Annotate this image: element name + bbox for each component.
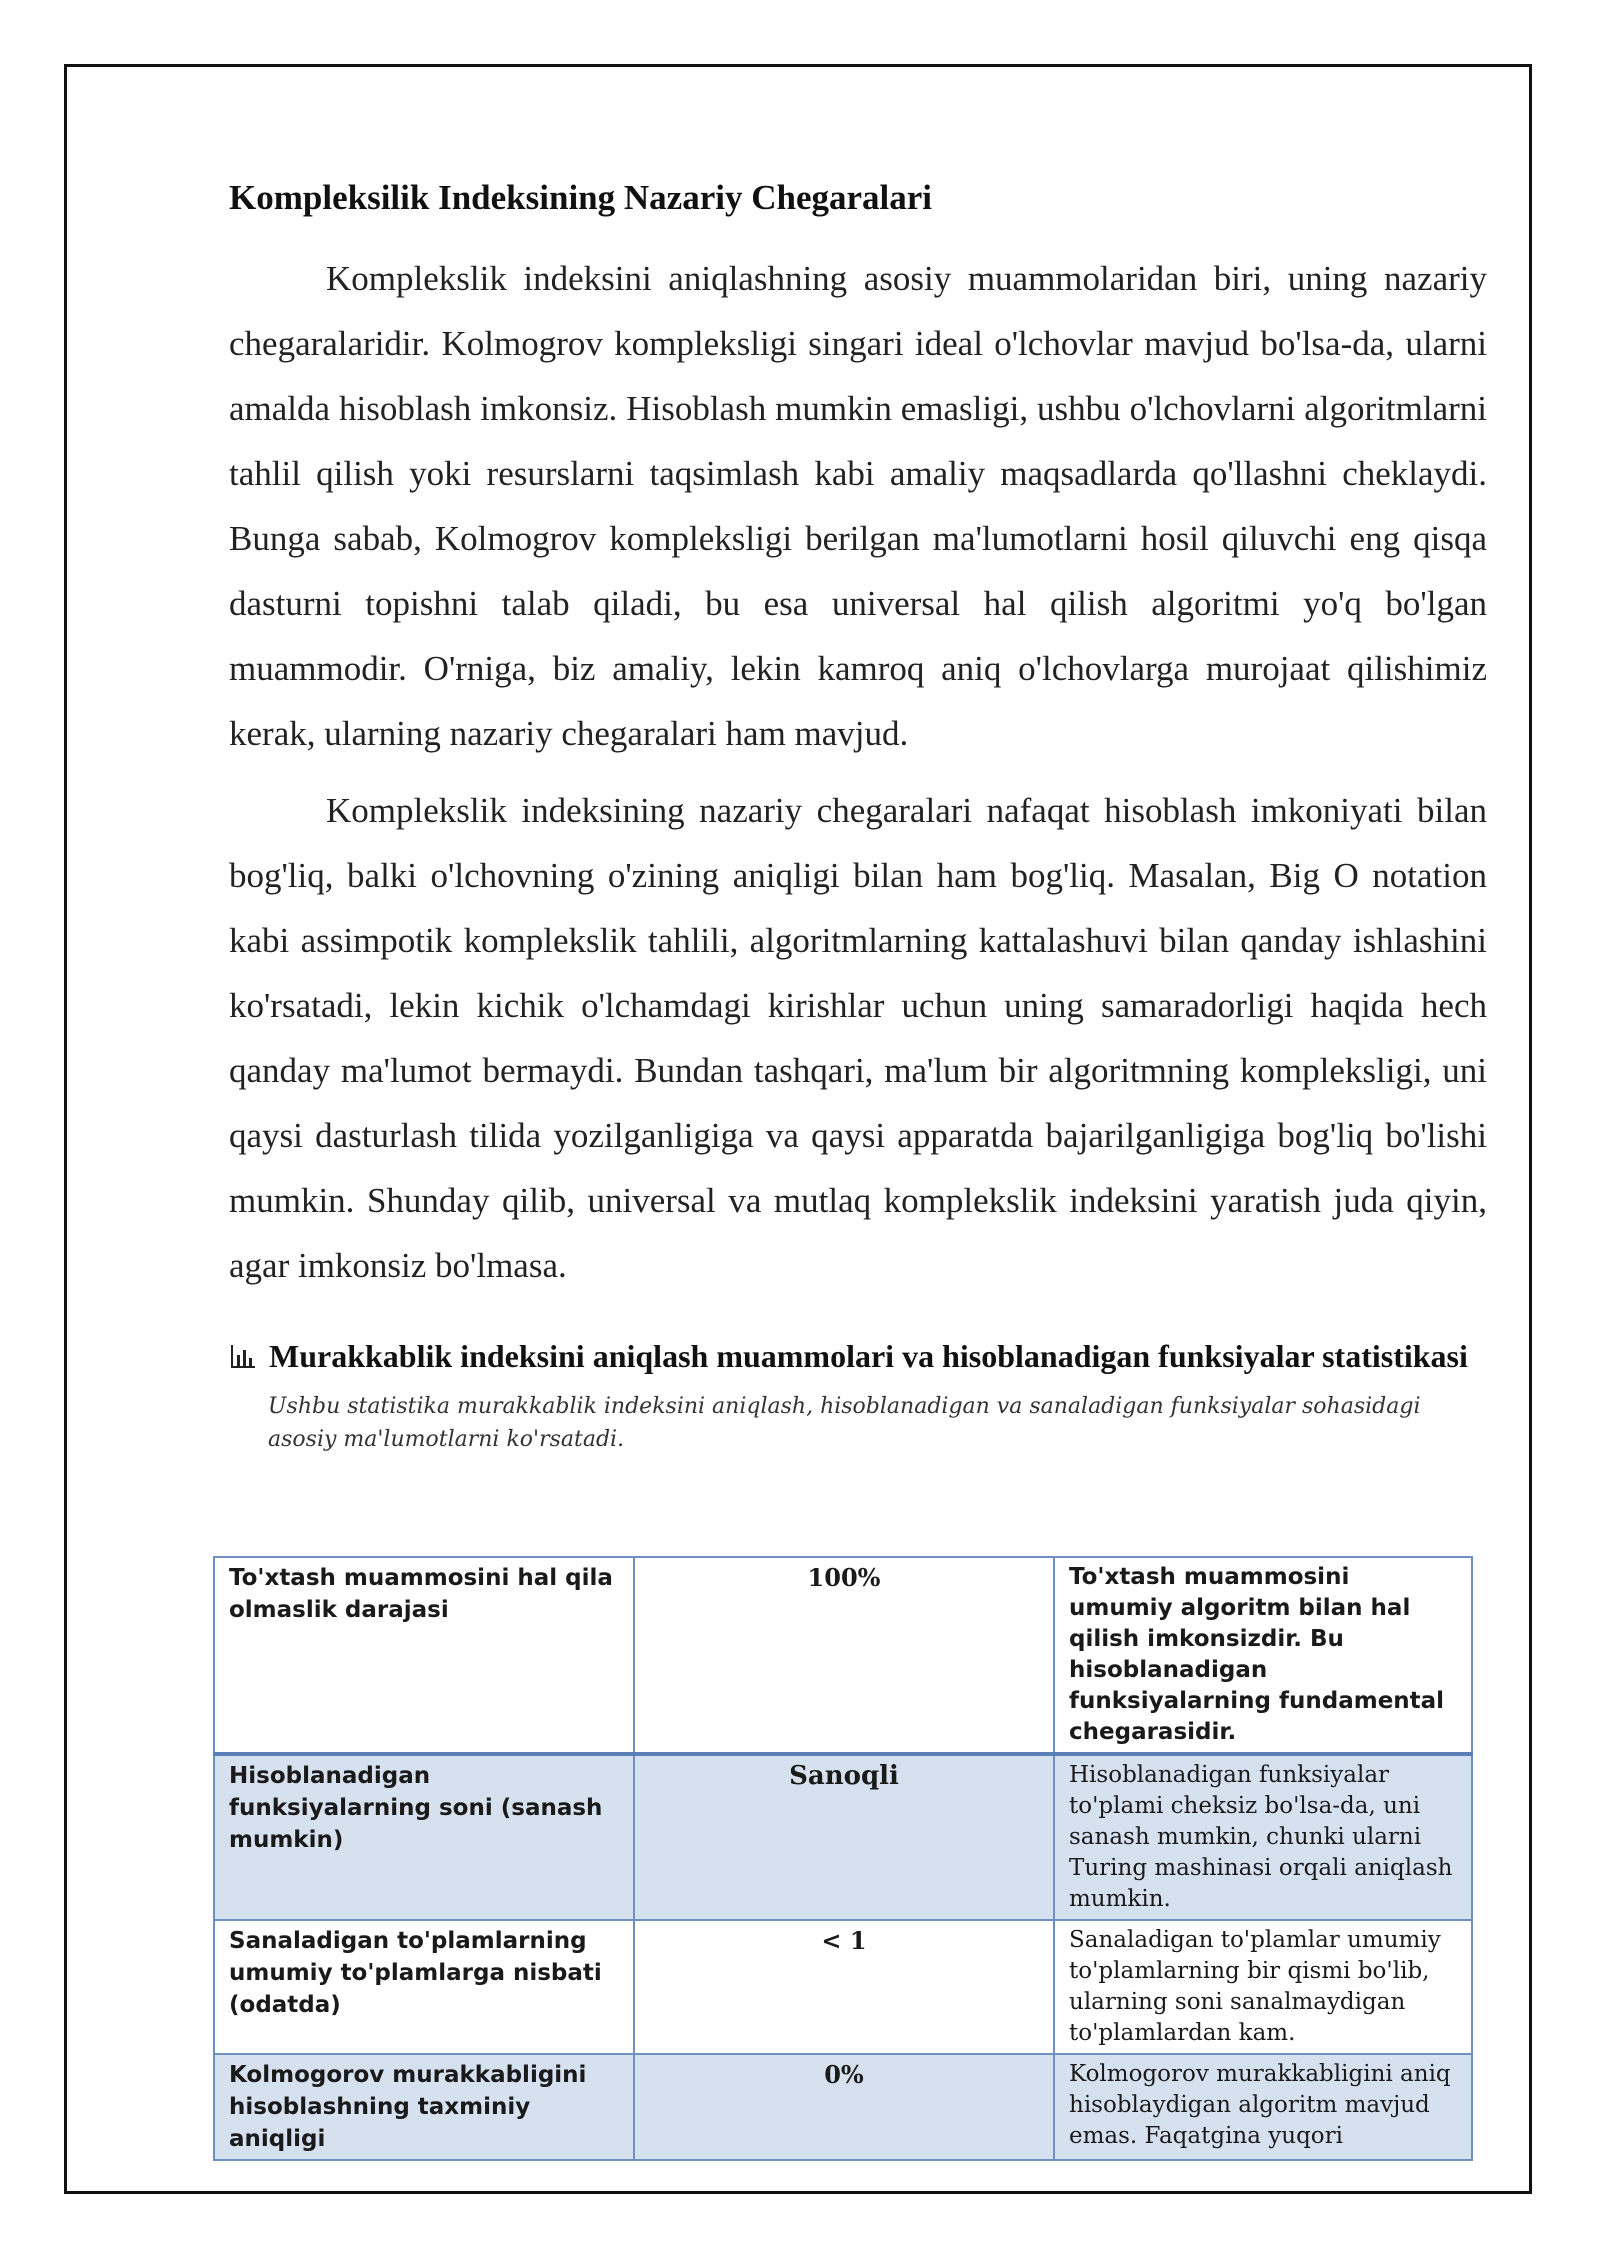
row-value: 100% [634,1557,1054,1754]
table-row [214,1754,1472,1920]
table-row [214,1920,1472,2054]
row-value: < 1 [634,1920,1054,2054]
table-row [214,2054,1472,2160]
row-label: Kolmogorov murakkabligini hisoblashning taxminiy aniqligi [214,2054,634,2160]
paragraph-1: Komplekslik indeksini aniqlashning asosiy muammolaridan biri, uning nazariy chegaralaridir. Kolmogrov kompleksligi singari ideal o'lchovlar mavjud bo'lsa-da, ularni amalda hisoblash imkonsiz. Hisoblash mumkin emasligi, ushbu o'lchovlarni algoritmlarni tahlil qilish yoki resurslarni taqsimlash kabi amaliy maqsadlarda qo'llashni cheklaydi. Bunga sabab, Kolmogrov kompleksligi berilgan ma'lumotlarni hosil qiluvchi eng qisqa dasturni topishni talab qiladi, bu esa universal hal qilish algoritmi yo'q bo'lgan muammodir. O'rniga, biz amaliy, lekin kamroq aniq o'lchovlarga murojaat qilishimiz kerak, ularning nazariy chegaralari ham mavjud. [229,259,1487,753]
row-description: Hisoblanadigan funksiyalar to'plami cheksiz bo'lsa-da, uni sanash mumkin, chunki ularni Turing mashinasi orqali aniqlash mumkin. [1054,1754,1472,1920]
row-label: Sanaladigan to'plamlarning umumiy to'plamlarga nisbati (odatda) [214,1920,634,2054]
section-heading: Kompleksilik Indeksining Nazariy Chegaralari [229,178,932,217]
row-value: 0% [634,2054,1054,2160]
statistics-title [229,1336,1487,1376]
row-label: To'xtash muammosini hal qila olmaslik darajasi [214,1557,634,1754]
document-body [229,170,1487,1456]
statistics-caption: Ushbu statistika murakkablik indeksini aniqlash, hisoblanadigan va sanaladigan funksiyalar sohasidagi asosiy ma'lumotlarni ko'rsatadi. [268,1394,1421,1452]
row-description: To'xtash muammosini umumiy algoritm bilan hal qilish imkonsizdir. Bu hisoblanadigan funksiyalarning fundamental chegarasidir. [1054,1557,1472,1754]
paragraph-2: Komplekslik indeksining nazariy chegaralari nafaqat hisoblash imkoniyati bilan bog'liq, balki o'lchovning o'zining aniqligi bilan ham bog'liq. Masalan, Big O notation kabi assimpotik komplekslik tahlili, algoritmlarning kattalashuvi bilan qanday ishlashini ko'rsatadi, lekin kichik o'lchamdagi kirishlar uchun uning samaradorligi haqida hech qanday ma'lumot bermaydi. Bundan tashqari, ma'lum bir algoritmning kompleksligi, uni qaysi dasturlash tilida yozilganligiga va qaysi apparatda bajarilganligiga bog'liq bo'lishi mumkin. Shunday qilib, universal va mutlaq komplekslik indeksini yaratish juda qiyin, agar imkonsiz bo'lmasa. [229,791,1487,1285]
row-value: Sanoqli [634,1754,1054,1920]
table-row [214,1557,1472,1754]
row-label: Hisoblanadigan funksiyalarning soni (sanash mumkin) [214,1754,634,1920]
row-description: Kolmogorov murakkabligini aniq hisoblaydigan algoritm mavjud emas. Faqatgina yuqori [1054,2054,1472,2160]
statistics-table [213,1556,1473,2161]
bar-chart-icon [229,1342,257,1370]
row-description: Sanaladigan to'plamlar umumiy to'plamlarning bir qismi bo'lib, ularning soni sanalmaydigan to'plamlardan kam. [1054,1920,1472,2054]
statistics-title-text: Murakkablik indeksini aniqlash muammolari va hisoblanadigan funksiyalar statistikasi [269,1338,1468,1374]
